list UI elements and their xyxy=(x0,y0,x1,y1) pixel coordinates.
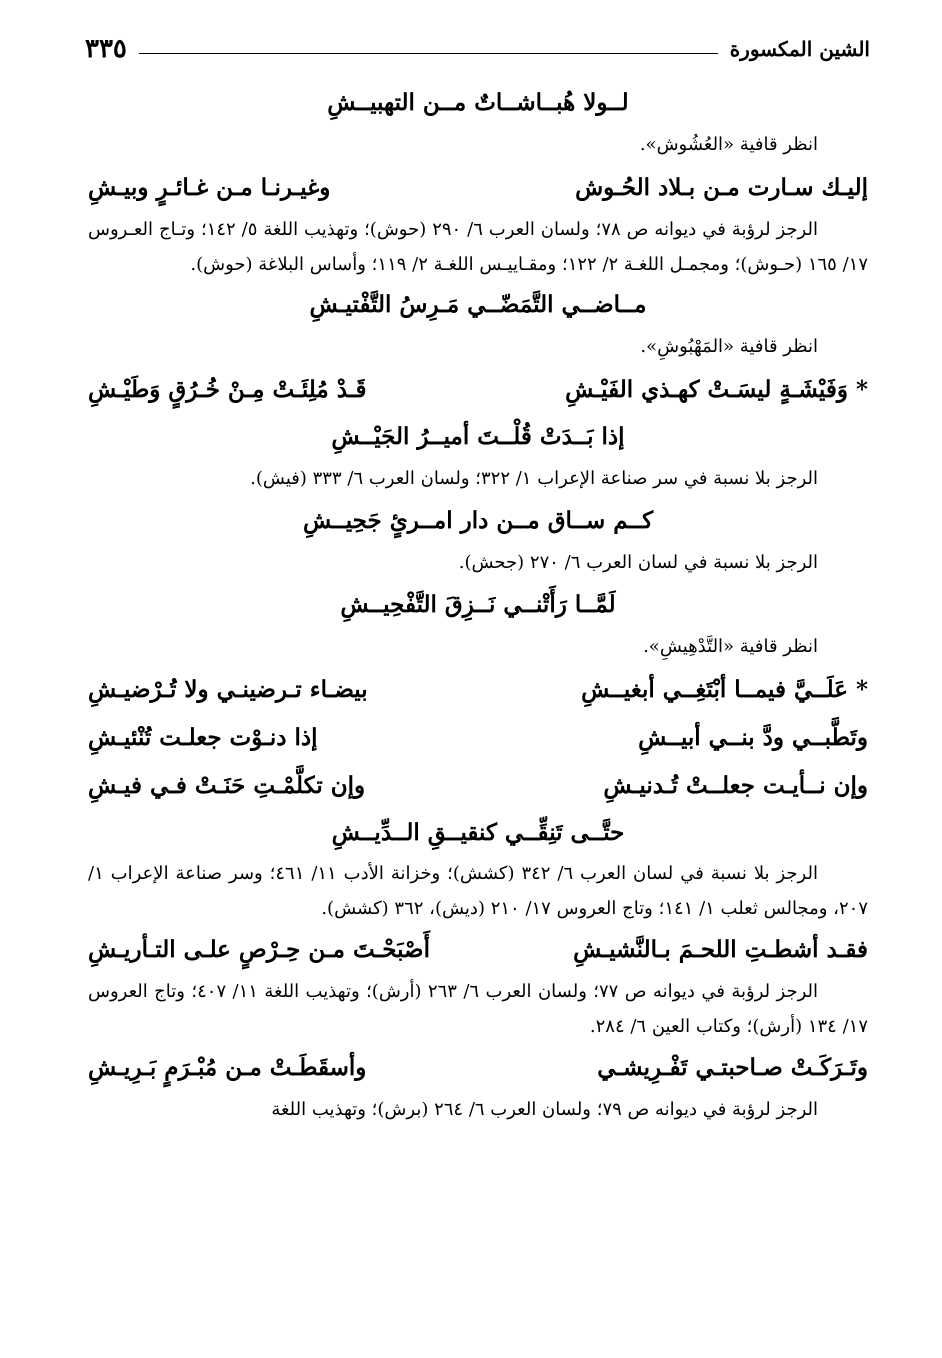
verse-couplet xyxy=(88,666,868,714)
hemistich-first: * عَلَــيَّ فيمــا أبْتَغِــي أبغيــشِ xyxy=(581,676,868,703)
citation-paragraph xyxy=(88,1092,868,1127)
verse-line: لَمَّــا رَأَتْنــي نَــزِقَ التَّفْحِيــشِ xyxy=(340,591,616,618)
verse-line: مــاضــي التَّمَضّــي مَـرِسُ التَّفْتيـشِ xyxy=(309,291,647,318)
cross-reference: انظر قافية «المَهْبُوشِ». xyxy=(640,336,818,357)
citation-text: الرجز لرؤبة في ديوانه ص ٧٨؛ ولسان العرب ٦/ ٢٩٠ (حوش)؛ وتهذيب اللغة ٥/ ١٤٢؛ وتـاج العـروس ١٧/ ١٦٥ (حـوش)؛ ومجمـل اللغـة ٢/ ١٢٢؛ ومقـاييـس اللغـة ٢/ ١١٩؛ وأساس البلاغة (حوش). xyxy=(88,219,868,275)
hemistich-second: وغيـرنـا مـن غـائـرٍ وبيـشِ xyxy=(88,174,331,201)
verse-couplet xyxy=(88,164,868,212)
verse-line: لــولا هُبــاشــاتٌ مــن التهبيــشِ xyxy=(327,89,629,116)
hemistich-second: أَصْبَحْـتَ مـن حِـرْصٍ علـى التـأريـشِ xyxy=(88,936,430,963)
hemistich-second: بيضـاء تـرضينـي ولا تُـرْضيـشِ xyxy=(88,676,368,703)
citation-note: الرجز بلا نسبة في لسان العرب ٦/ ٢٧٠ (جحش). xyxy=(458,552,818,573)
hemistich-second: قَـدْ مُلِئَـتْ مِـنْ خُـرُقٍ وَطَيْـشِ xyxy=(88,376,367,403)
hemistich-second: وأسقَطَـتْ مـن مُبْـرَمٍ بَـرِيـشِ xyxy=(88,1054,367,1081)
citation-paragraph xyxy=(88,212,868,282)
verse-line: إذا بَــدَتْ قُلْــتَ أميــرُ الجَيْــشِ xyxy=(331,423,625,450)
verse-line: حتَّــى تَنِقِّــي كنقيــقِ الــدِّيــشِ xyxy=(331,819,625,846)
page-header xyxy=(85,32,870,66)
cross-reference: انظر قافية «العُشُوش». xyxy=(639,134,818,155)
verse-line: كــم ســاق مــن دار امــرئٍ جَحِيــشِ xyxy=(302,507,654,534)
citation-text: الرجز لرؤبة في ديوانه ص ٧٧؛ ولسان العرب ٦/ ٢٦٣ (أرش)؛ وتهذيب اللغة ١١/ ٤٠٧؛ وتاج العروس ١٧/ ١٣٤ (أرش)؛ وكتاب العين ٦/ ٢٨٤. xyxy=(88,981,868,1037)
hemistich-first: وتَطَّبــي ودَّ بنــي أبيــشِ xyxy=(638,724,868,751)
hemistich-first: وتَـرَكَـتْ صـاحبتـي تَفْـرِيشـي xyxy=(597,1054,868,1081)
citation-paragraph xyxy=(88,856,868,926)
verse-couplet xyxy=(88,1044,868,1092)
hemistich-first: * وَفَيْشَـةٍ ليسَـتْ كهـذي الفَيْـشِ xyxy=(565,376,868,403)
hemistich-first: إليـك سـارت مـن بـلاد الحُـوش xyxy=(575,174,868,201)
citation-text: الرجز لرؤبة في ديوانه ص ٧٩؛ ولسان العرب ٦/ ٢٦٤ (برش)؛ وتهذيب اللغة xyxy=(271,1099,818,1120)
hemistich-first: فقـد أشطـتِ اللحـمَ بـالنَّشيـشِ xyxy=(573,936,868,963)
verse-couplet xyxy=(88,714,868,762)
verse-couplet xyxy=(88,366,868,414)
citation-text: الرجز بلا نسبة في لسان العرب ٦/ ٣٤٢ (كشش)؛ وخزانة الأدب ١١/ ٤٦١؛ وسر صناعة الإعراب ١/ ٢٠٧، ومجالس ثعلب ١/ ١٤١؛ وتاج العروس ١٧/ ٢١٠ (ديش)، ٣٦٢ (كشش). xyxy=(88,863,868,919)
hemistich-second: وإن تكلَّمْـتِ حَنَـتْ فـي فيـشِ xyxy=(88,772,366,799)
running-title: الشين المكسورة xyxy=(729,37,870,61)
verse-couplet xyxy=(88,762,868,810)
page-number: ٣٣٥ xyxy=(85,34,127,64)
header-rule xyxy=(139,53,718,54)
citation-note: الرجز بلا نسبة في سر صناعة الإعراب ١/ ٣٢٢؛ ولسان العرب ٦/ ٣٣٣ (فيش). xyxy=(250,468,818,489)
cross-reference: انظر قافية «التَّدْهِيشِ». xyxy=(643,636,818,657)
hemistich-first: وإن نــأيـت جعلــتْ تُـدنيـشِ xyxy=(603,772,868,799)
page-content xyxy=(88,80,868,1338)
citation-paragraph xyxy=(88,974,868,1044)
hemistich-second: إذا دنـوْت جعلـت تُنْئيـشِ xyxy=(88,724,318,751)
verse-couplet xyxy=(88,926,868,974)
